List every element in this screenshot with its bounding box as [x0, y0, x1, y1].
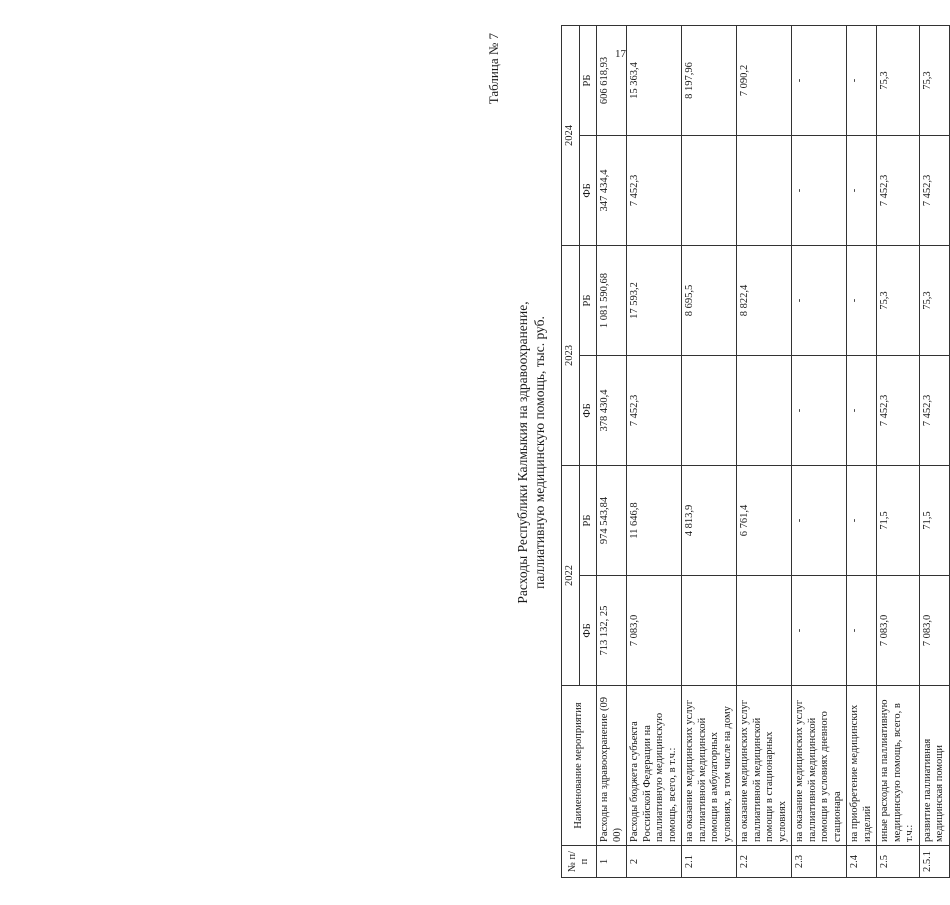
rotated-page — [14, 15, 945, 890]
row-name: Расходы бюджета субъекта Российской Федерации на паллиативную медицинскую помощь, всего, в т.ч.: — [627, 686, 682, 846]
page-number: 17 — [615, 48, 626, 60]
cell-2024-fb: 7 452,3 — [919, 136, 949, 246]
row-number: 2.4 — [847, 846, 877, 878]
cell-2022-rb: - — [792, 466, 847, 576]
row-name: на оказание медицинских услуг паллиативной медицинской помощи в условиях дневного стационара — [792, 686, 847, 846]
cell-2023-rb: 75,3 — [877, 246, 920, 356]
row-number: 1 — [597, 846, 627, 878]
header-fb: ФБ — [579, 356, 597, 466]
header-year-2022: 2022 — [562, 466, 580, 686]
cell-2024-rb: 8 197,96 — [682, 26, 737, 136]
cell-2024-rb: - — [792, 26, 847, 136]
cell-2023-fb: 7 452,3 — [877, 356, 920, 466]
cell-2024-fb — [737, 136, 792, 246]
cell-2023-rb: 17 593,2 — [627, 246, 682, 356]
cell-2024-fb: 347 434,4 — [597, 136, 627, 246]
cell-2023-rb: - — [792, 246, 847, 356]
table-row — [627, 26, 682, 878]
cell-2022-fb: 7 083,0 — [919, 576, 949, 686]
table-row — [919, 26, 949, 878]
row-number: 2.2 — [737, 846, 792, 878]
cell-2023-rb: 1 081 590,68 — [597, 246, 627, 356]
cell-2022-fb: - — [847, 576, 877, 686]
table-row — [737, 26, 792, 878]
cell-2023-rb: 8 822,4 — [737, 246, 792, 356]
table-row — [792, 26, 847, 878]
row-number: 2.3 — [792, 846, 847, 878]
cell-2023-rb: 8 695,5 — [682, 246, 737, 356]
header-fb: ФБ — [579, 136, 597, 246]
table-row — [597, 26, 627, 878]
page-title — [514, 15, 548, 890]
cell-2022-rb: 11 646,8 — [627, 466, 682, 576]
cell-2022-fb — [682, 576, 737, 686]
cell-2023-fb: - — [792, 356, 847, 466]
cell-2024-fb: - — [792, 136, 847, 246]
row-name: развитие паллиативная медицинская помощи — [919, 686, 949, 846]
row-number: 2.5 — [877, 846, 920, 878]
header-year-2023: 2023 — [562, 246, 580, 466]
title-line-2: паллиативную медицинскую помощь, тыс. руб. — [532, 316, 547, 589]
cell-2024-rb: 75,3 — [877, 26, 920, 136]
cell-2024-rb: 7 090,2 — [737, 26, 792, 136]
cell-2023-fb — [682, 356, 737, 466]
cell-2023-rb: 75,3 — [919, 246, 949, 356]
cell-2024-fb: - — [847, 136, 877, 246]
cell-2022-fb: 7 083,0 — [877, 576, 920, 686]
row-name: Расходы на здравоохранение (09 00) — [597, 686, 627, 846]
cell-2022-rb: 71,5 — [877, 466, 920, 576]
cell-2023-fb: 7 452,3 — [919, 356, 949, 466]
table-row — [877, 26, 920, 878]
title-line-1: Расходы Республики Калмыкия на здравоохранение, — [515, 301, 530, 604]
cell-2024-rb: 606 618,93 — [597, 26, 627, 136]
row-name: на оказание медицинских услуг паллиативной медицинской помощи в амбулаторных условиях, в том числе на дому — [682, 686, 737, 846]
expenditure-table — [561, 25, 950, 878]
cell-2022-rb: 4 813,9 — [682, 466, 737, 576]
cell-2024-rb: - — [847, 26, 877, 136]
cell-2024-fb: 7 452,3 — [627, 136, 682, 246]
table-label: Таблица № 7 — [486, 33, 501, 105]
cell-2022-rb: 974 543,84 — [597, 466, 627, 576]
table-row — [847, 26, 877, 878]
table-row — [682, 26, 737, 878]
cell-2023-fb: - — [847, 356, 877, 466]
header-rb: РБ — [579, 246, 597, 356]
cell-2022-rb: - — [847, 466, 877, 576]
header-rb: РБ — [579, 466, 597, 576]
row-name: на оказание медицинских услуг паллиативной медицинской помощи в стационарных условиях — [737, 686, 792, 846]
header-fb: ФБ — [579, 576, 597, 686]
header-num: № п/п — [562, 846, 597, 878]
cell-2023-fb: 7 452,3 — [627, 356, 682, 466]
cell-2022-fb: 7 083,0 — [627, 576, 682, 686]
cell-2024-rb: 75,3 — [919, 26, 949, 136]
cell-2022-fb: - — [792, 576, 847, 686]
cell-2022-fb — [737, 576, 792, 686]
cell-2024-fb — [682, 136, 737, 246]
row-number: 2 — [627, 846, 682, 878]
cell-2023-rb: - — [847, 246, 877, 356]
header-year-2024: 2024 — [562, 26, 580, 246]
cell-2024-fb: 7 452,3 — [877, 136, 920, 246]
cell-2023-fb: 378 430,4 — [597, 356, 627, 466]
row-number: 2.1 — [682, 846, 737, 878]
row-name: иные расходы на паллиативную медицинскую помощь, всего, в т.ч.: — [877, 686, 920, 846]
header-name: Наименование мероприятия — [562, 686, 597, 846]
cell-2023-fb — [737, 356, 792, 466]
row-number: 2.5.1 — [919, 846, 949, 878]
cell-2022-rb: 6 761,4 — [737, 466, 792, 576]
cell-2024-rb: 15 363,4 — [627, 26, 682, 136]
cell-2022-rb: 71,5 — [919, 466, 949, 576]
cell-2022-fb: 713 132, 25 — [597, 576, 627, 686]
header-rb: РБ — [579, 26, 597, 136]
row-name: на приобретение медицинских изделий — [847, 686, 877, 846]
